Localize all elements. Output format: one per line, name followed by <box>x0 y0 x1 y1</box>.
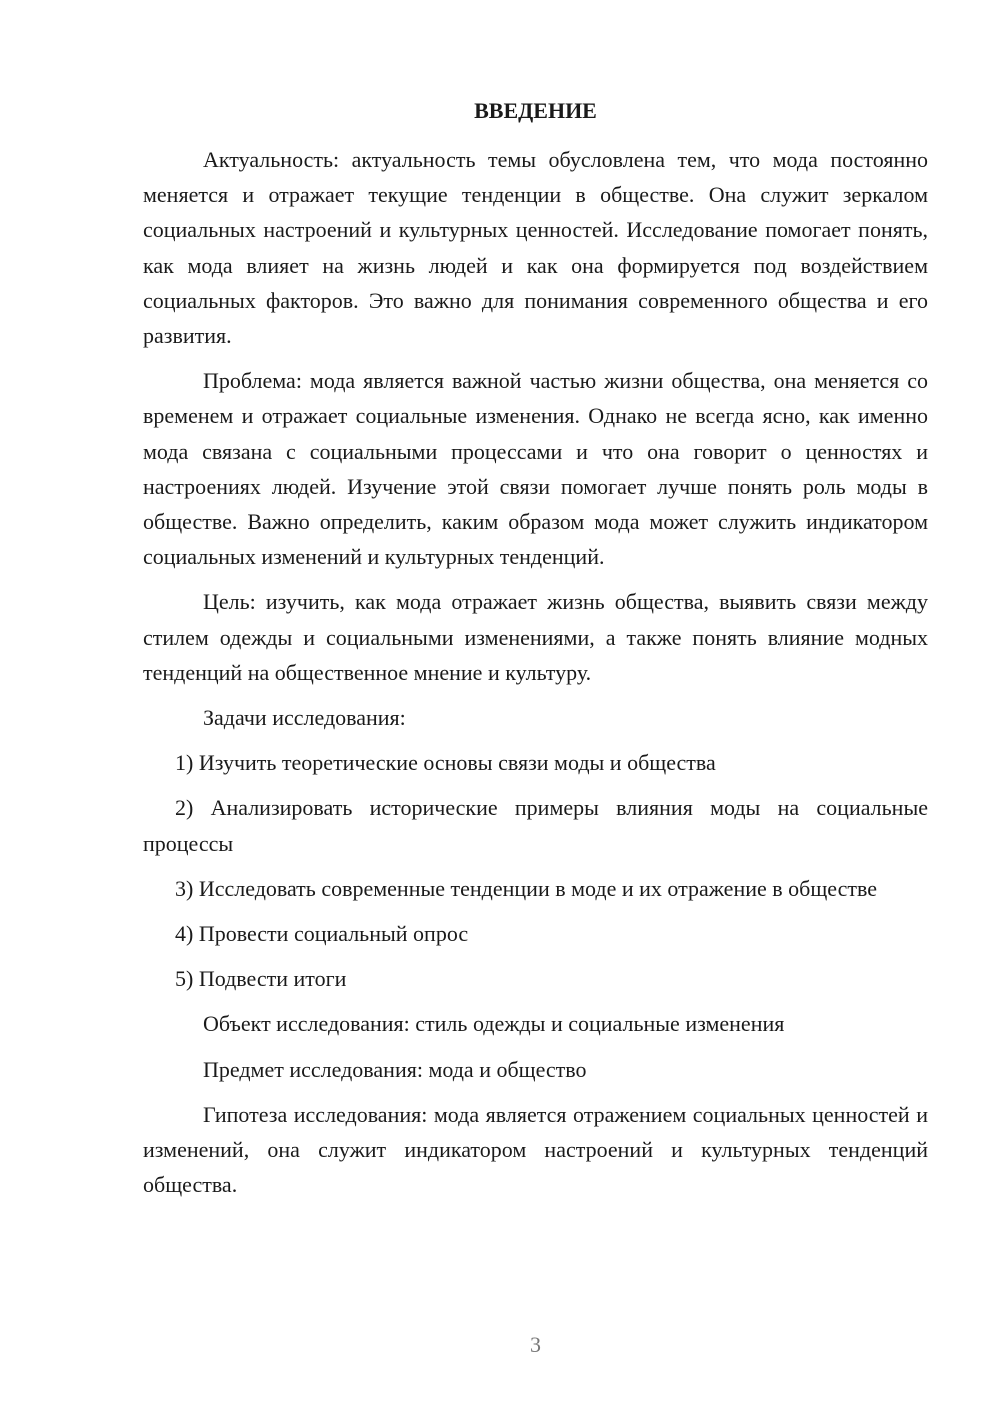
document-page <box>143 0 928 1414</box>
problem-paragraph: Проблема: мода является важной частью жизни общества, она меняется со временем и отражает социальные изменения. Однако не всегда ясно, как именно мода связана с социальными процессами и что она говорит о ценностях и настроениях людей. Изучение этой связи помогает лучше понять роль моды в обществе. Важно определить, каким образом мода может служить индикатором социальных изменений и культурных тенденций. <box>143 368 928 570</box>
page-title: ВВЕДЕНИЕ <box>474 98 597 123</box>
page-number: 3 <box>530 1332 541 1357</box>
relevance-paragraph: Актуальность: актуальность темы обусловлена тем, что мода постоянно меняется и отражает текущие тенденции в обществе. Она служит зеркалом социальных настроений и культурных ценностей. Исследование помогает понять, как мода влияет на жизнь людей и как она формируется под воздействием социальных факторов. Это важно для понимания современного общества и его развития. <box>143 147 928 349</box>
task-item-1: 1) Изучить теоретические основы связи моды и общества <box>175 750 716 776</box>
task-item-5: 5) Подвести итоги <box>175 966 347 992</box>
task-item-3: 3) Исследовать современные тенденции в моде и их отражение в обществе <box>175 875 877 901</box>
task-item-4: 4) Провести социальный опрос <box>175 921 469 947</box>
document-body <box>143 142 928 1212</box>
tasks-heading: Задачи исследования: <box>203 705 406 731</box>
research-subject: Предмет исследования: мода и общество <box>203 1056 587 1082</box>
research-hypothesis: Гипотеза исследования: мода является отражением социальных ценностей и изменений, она служит индикатором настроений и культурных тенденций общества. <box>143 1101 928 1198</box>
task-item-2: 2) Анализировать исторические примеры влияния моды на социальные процессы <box>143 795 928 856</box>
research-object: Объект исследования: стиль одежды и социальные изменения <box>203 1011 785 1037</box>
goal-paragraph: Цель: изучить, как мода отражает жизнь общества, выявить связи между стилем одежды и социальными изменениями, а также понять влияние модных тенденций на общественное мнение и культуру. <box>143 589 928 685</box>
